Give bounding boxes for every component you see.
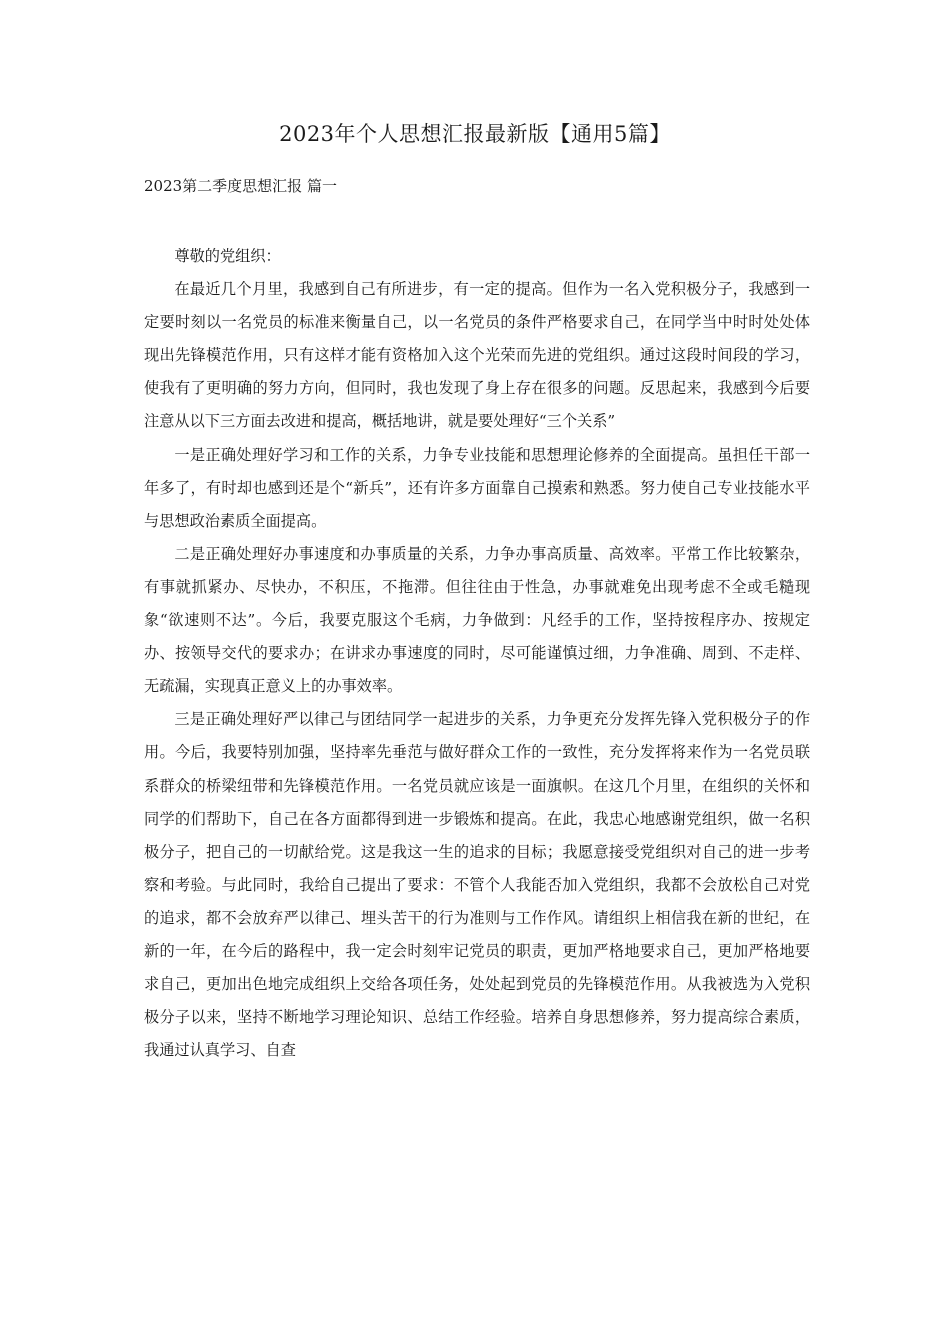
document-body xyxy=(144,240,810,1067)
body-paragraph-1: 在最近几个月里，我感到自己有所进步，有一定的提高。但作为一名入党积极分子，我感到一定要时刻以一名党员的标准来衡量自己，以一名党员的条件严格要求自己，在同学当中时时处处体现出先锋模范作用，只有这样才能有资格加入这个光荣而先进的党组织。通过这段时间段的学习，使我有了更明确的努力方向，但同时，我也发现了身上存在很多的问题。反思起来，我感到今后要注意从以下三方面去改进和提高，概括地讲，就是要处理好“三个关系” xyxy=(144,280,810,431)
salutation: 尊敬的党组织： xyxy=(174,247,281,265)
body-paragraph-3: 二是正确处理好办事速度和办事质量的关系，力争办事高质量、高效率。平常工作比较繁杂，有事就抓紧办、尽快办，不积压，不拖滞。但往往由于性急，办事就难免出现考虑不全或毛糙现象“欲速则不达”。今后，我要克服这个毛病，力争做到：凡经手的工作，坚持按程序办、按规定办、按领导交代的要求办；在讲求办事速度的同时，尽可能谨慎过细，力争准确、周到、不走样、无疏漏，实现真正意义上的办事效率。 xyxy=(144,544,810,696)
body-paragraph-2: 一是正确处理好学习和工作的关系，力争专业技能和思想理论修养的全面提高。虽担任干部一年多了，有时却也感到还是个“新兵”，还有许多方面靠自己摸索和熟悉。努力使自己专业技能水平与思想政治素质全面提高。 xyxy=(144,445,810,530)
body-paragraph-4: 三是正确处理好严以律己与团结同学一起进步的关系，力争更充分发挥先锋入党积极分子的作用。今后，我要特别加强，坚持率先垂范与做好群众工作的一致性，充分发挥将来作为一名党员联系群众的桥梁纽带和先锋模范作用。一名党员就应该是一面旗帜。在这几个月里，在组织的关怀和同学的们帮助下，自己在各方面都得到进一步锻炼和提高。在此，我忠心地感谢党组织，做一名积极分子，把自己的一切献给党。这是我这一生的追求的目标；我愿意接受党组织对自己的进一步考察和考验。与此同时，我给自己提出了要求：不管个人我能否加入党组织，我都不会放松自己对党的追求，都不会放弃严以律己、埋头苦干的行为准则与工作作风。请组织上相信我在新的世纪，在新的一年，在今后的路程中，我一定会时刻牢记党员的职责，更加严格地要求自己，更加严格地要求自己，更加出色地完成组织上交给各项任务，处处起到党员的先锋模范作用。从我被选为入党积极分子以来，坚持不断地学习理论知识、总结工作经验。培养自身思想修养，努力提高综合素质，我通过认真学习、自查 xyxy=(144,710,810,1060)
section-heading: 2023第二季度思想汇报 篇一 xyxy=(144,177,337,195)
document-title: 2023年个人思想汇报最新版【通用5篇】 xyxy=(279,122,671,146)
